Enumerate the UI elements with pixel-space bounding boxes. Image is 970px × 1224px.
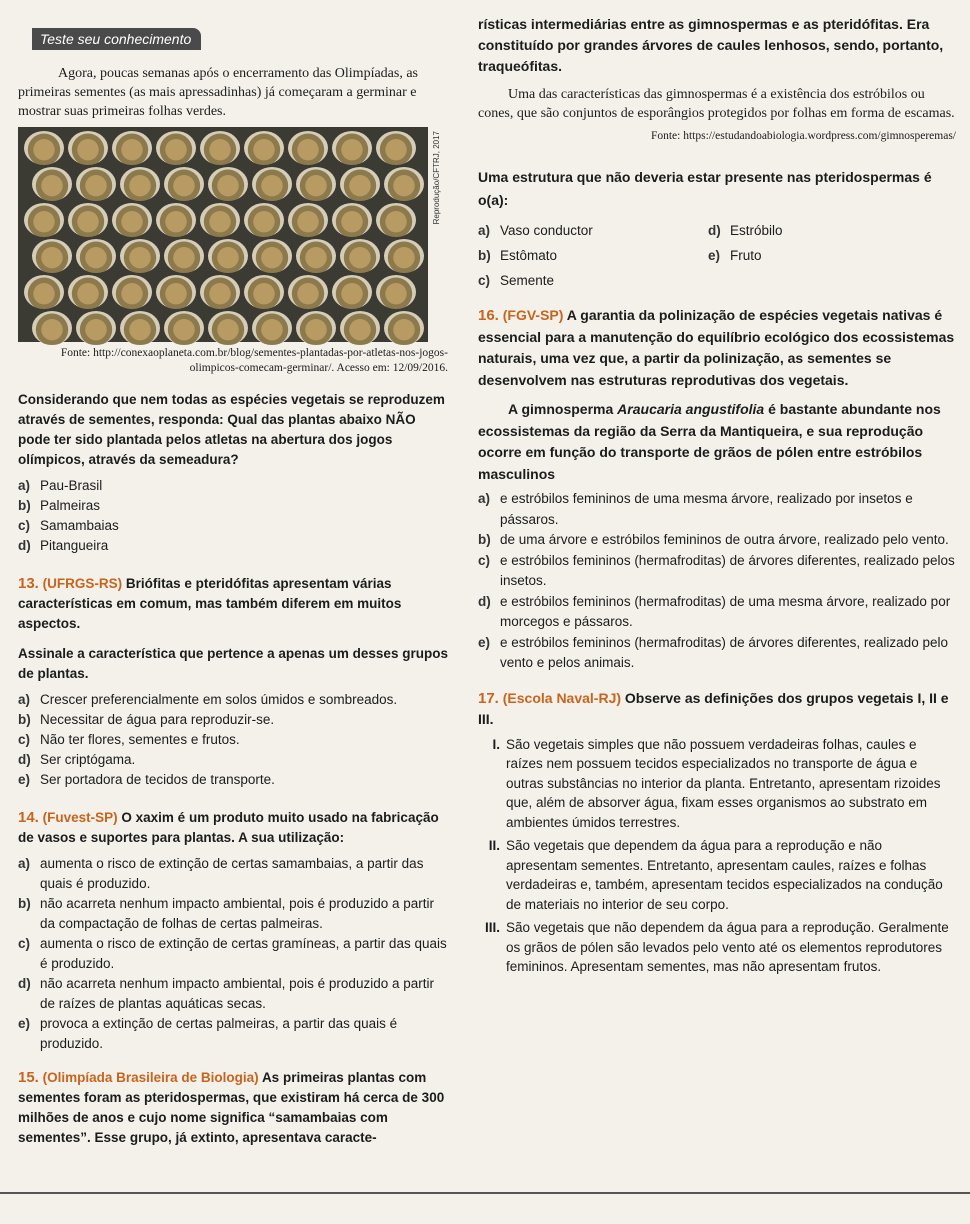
option-b[interactable]: b) Palmeiras <box>18 498 101 513</box>
question-stem: O xaxim é um produto muito usado na fabricação de vasos e suportes para plantas. A sua utilização: <box>18 810 439 845</box>
question-16-stem-2: A gimnosperma Araucaria angustifolia é bastante abundante nos ecossistemas da região da Serra da Mantiqueira, e sua reprodução ocorre em função do transporte de grãos de pólen entre estróbilos masculinos <box>478 401 941 482</box>
seedling-pot <box>252 239 292 273</box>
question-17 <box>478 688 956 977</box>
option-c[interactable]: c) Semente <box>478 273 555 288</box>
question-source: (FGV-SP) <box>502 307 564 323</box>
question-source: (Fuvest-SP) <box>42 810 118 825</box>
question-number: 14. <box>18 809 39 826</box>
option-c[interactable]: c) e estróbilos femininos (hermafroditas) de árvores diferentes, realizado pelos insetos. <box>478 552 955 588</box>
seedling-pot <box>156 131 196 165</box>
seedling-pot <box>24 275 64 309</box>
seedling-pot <box>296 239 336 273</box>
option-d[interactable]: d) não acarreta nenhum impacto ambiental, pois é produzido a partir de raízes de plantas aquáticas secas. <box>18 976 434 1011</box>
option-a[interactable]: a) aumenta o risco de extinção de certas samambaias, a partir das quais é produzido. <box>18 856 424 891</box>
question-command: Assinale a característica que pertence a apenas um desses grupos de plantas. <box>18 646 448 681</box>
seedling-pot <box>208 239 248 273</box>
option-e[interactable]: e) e estróbilos femininos (hermafroditas) de árvores diferentes, realizado pelo vento e pelos animais. <box>478 634 948 670</box>
seedling-pot <box>384 311 424 345</box>
question-number: 16. <box>478 307 499 324</box>
seedling-pot <box>76 311 116 345</box>
question-15-command: Uma estrutura que não deveria estar presente nas pteridospermas é o(a): <box>478 169 932 208</box>
seedling-pot <box>32 239 72 273</box>
section-tag: Teste seu conhecimento <box>32 28 201 50</box>
question-stem: Observe as definições dos grupos vegetais I, II e III. <box>478 689 949 727</box>
seedling-pot <box>24 203 64 237</box>
option-c[interactable]: c) Samambaias <box>18 518 119 533</box>
seedling-pot <box>76 167 116 201</box>
question-number: 15. <box>18 1069 39 1086</box>
question-stem: A garantia da polinização de espécies vegetais nativas é essencial para a manutenção do equilíbrio ecológico dos ecossistemas naturais, uma vez que, a partir da polinização, as sementes se desenvolvem nas estruturas reprodutivas dos vegetais. <box>478 307 955 388</box>
seedling-pot <box>252 311 292 345</box>
seedling-pot <box>112 275 152 309</box>
question-15-start <box>18 1068 448 1148</box>
seedling-pot <box>156 203 196 237</box>
question-stem: Briófitas e pteridófitas apresentam várias características em comum, mas também diferem em muitos aspectos. <box>18 576 402 631</box>
group-item-i: I. São vegetais simples que não possuem verdadeiras folhas, caules e raízes nem possuem tecidos especializados no transporte de água e outras substâncias no interior da planta. Entretanto, apresentam rizoides que, além de absorver água, fixam esses organismos ao substrato em ambientes úmidos terrestres. <box>492 736 941 830</box>
question-source: (Olimpíada Brasileira de Biologia) <box>42 1070 259 1085</box>
seedling-pot <box>296 167 336 201</box>
intro-text: Agora, poucas semanas após o encerramento das Olimpíadas, as primeiras sementes (as mais apressadinhas) já começaram a germinar e mostrar suas primeiras folhas verdes. <box>18 66 418 119</box>
seedling-pot <box>156 275 196 309</box>
species-name: Araucaria angustifolia <box>617 401 765 417</box>
seedling-pot <box>384 239 424 273</box>
option-c[interactable]: c) Não ter flores, sementes e frutos. <box>18 732 240 747</box>
option-d[interactable]: d) Ser criptógama. <box>18 752 136 767</box>
seedling-pot <box>76 239 116 273</box>
question-14 <box>18 808 448 1054</box>
question-15-continued: rísticas intermediárias entre as gimnospermas e as pteridófitas. Era constituído por grandes árvores de caules lenhosos, sendo, portanto, traqueófitas. <box>478 16 944 74</box>
seedling-pot <box>332 275 372 309</box>
photo-source: Fonte: http://conexaoplaneta.com.br/blog/sementes-plantadas-por-atletas-nos-jogos-olimpicos-comecam-germinar/. Acesso em: 12/09/2016. <box>60 347 448 374</box>
question-source: (UFRGS-RS) <box>42 576 123 591</box>
seedling-pot <box>68 203 108 237</box>
seedling-pot <box>332 203 372 237</box>
seedling-pot <box>244 203 284 237</box>
seedling-pot <box>332 131 372 165</box>
seedling-pot <box>288 203 328 237</box>
question-13 <box>18 574 448 790</box>
option-a[interactable]: a) Pau-Brasil <box>18 478 103 493</box>
seedling-pot <box>68 275 108 309</box>
seedling-pot <box>208 311 248 345</box>
seedling-pot <box>164 167 204 201</box>
seedling-pot <box>340 311 380 345</box>
question-15-options <box>478 218 956 293</box>
seedling-pot <box>208 167 248 201</box>
seedling-pot <box>164 311 204 345</box>
intro-question: Considerando que nem todas as espécies vegetais se reproduzem através de sementes, responda: Qual das plantas abaixo NÃO pode ter sido plantada pelos atletas na abertura dos jogos olímpicos, através da semeadura? <box>18 392 445 467</box>
seedling-pot <box>200 131 240 165</box>
seedling-pot <box>112 131 152 165</box>
question-number: 13. <box>18 575 39 592</box>
question-16 <box>478 305 956 674</box>
option-b[interactable]: b) Necessitar de água para reproduzir-se. <box>18 712 275 727</box>
option-e[interactable]: e) Fruto <box>708 248 762 263</box>
option-e[interactable]: e) Ser portadora de tecidos de transporte. <box>18 772 275 787</box>
question-17-items <box>478 735 956 977</box>
seedling-photo <box>18 127 441 342</box>
intro-question-options <box>18 476 448 556</box>
seedling-pot <box>288 275 328 309</box>
seedling-pot <box>288 131 328 165</box>
seedling-pot <box>164 239 204 273</box>
question-14-options <box>18 854 448 1054</box>
photo-credit: Reprodução/CFTRJ, 2017 <box>432 131 441 225</box>
seedling-pot <box>120 311 160 345</box>
option-d[interactable]: d) Pitangueira <box>18 538 109 553</box>
option-b[interactable]: b) não acarreta nenhum impacto ambiental, pois é produzido a partir da compactação de folhas de certas palmeiras. <box>18 896 434 931</box>
option-c[interactable]: c) aumenta o risco de extinção de certas gramíneas, a partir das quais é produzido. <box>18 936 447 971</box>
option-b[interactable]: b) de uma árvore e estróbilos femininos de outra árvore, realizado pelo vento. <box>478 532 949 547</box>
seedling-pot <box>376 275 416 309</box>
option-a[interactable]: a) Crescer preferencialmente em solos úmidos e sombreados. <box>18 692 398 707</box>
seedling-pot <box>296 311 336 345</box>
seedling-pot <box>112 203 152 237</box>
seedling-pot <box>120 167 160 201</box>
seedling-pot <box>384 167 424 201</box>
option-d[interactable]: d) Estróbilo <box>708 223 783 238</box>
seedling-pot <box>200 275 240 309</box>
seedling-pot <box>68 131 108 165</box>
option-d[interactable]: d) e estróbilos femininos (hermafroditas) de uma mesma árvore, realizado por morcegos e pássaros. <box>478 593 951 629</box>
seedling-pot <box>376 131 416 165</box>
group-item-iii: III. São vegetais que não dependem da água para a reprodução. Geralmente os grãos de pólen são levados pelo vento até os elementos reprodutores femininos. Apresentam sementes, mas não apresentam frutos. <box>484 920 949 974</box>
seedling-pot <box>244 275 284 309</box>
question-source: (Escola Naval-RJ) <box>502 689 622 706</box>
seedling-pot <box>200 203 240 237</box>
question-number: 17. <box>478 689 499 707</box>
left-column <box>18 28 448 1148</box>
seedling-pot <box>376 203 416 237</box>
seedling-pot <box>32 311 72 345</box>
seedling-pot <box>252 167 292 201</box>
question-stem: As primeiras plantas com sementes foram as pteridospermas, que existiram há cerca de 300 milhões de anos e cujo nome significa “samambaias com sementes”. Esse grupo, já extinto, apresentava caracte- <box>18 1070 445 1145</box>
seedling-pot <box>32 167 72 201</box>
right-column <box>478 0 956 977</box>
option-b[interactable]: b) Estômato <box>478 248 558 263</box>
group-item-ii: II. São vegetais que dependem da água para a reprodução e não apresentam sementes. Entretanto, apresentam caules, raízes e folhas verdadeiras e, também, apresentam tecidos especializados na condução de materiais no interior de seu corpo. <box>488 838 943 912</box>
question-15-quote: Uma das características das gimnospermas é a existência dos estróbilos ou cones, que são conjuntos de esporângios protegidos por folhas em forma de escamas. <box>478 87 955 121</box>
question-16-options <box>478 489 956 674</box>
seedling-pot <box>340 239 380 273</box>
seedling-pot <box>244 131 284 165</box>
option-a[interactable]: a) Vaso conductor <box>478 223 593 238</box>
question-13-options <box>18 690 448 790</box>
seedling-pot <box>24 131 64 165</box>
seedling-pot <box>340 167 380 201</box>
option-e[interactable]: e) provoca a extinção de certas palmeiras, a partir das quais é produzido. <box>18 1016 398 1051</box>
page-bottom-divider <box>0 1192 970 1194</box>
option-a[interactable]: a) e estróbilos femininos de uma mesma árvore, realizado por insetos e pássaros. <box>478 491 913 527</box>
question-15-quote-source: Fonte: https://estudandoabiologia.wordpress.com/gimnosperemas/ <box>650 130 956 142</box>
seedling-pot <box>120 239 160 273</box>
